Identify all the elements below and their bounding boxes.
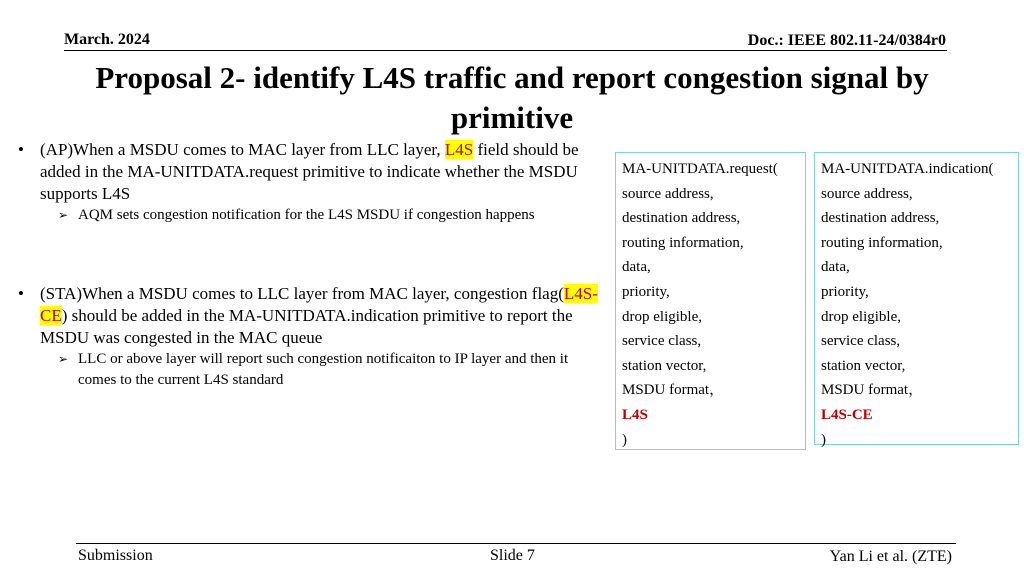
request-line: routing information, [622, 234, 744, 251]
bullet-sta-highlight: L4S-CE [40, 284, 598, 325]
indication-line: source address, [821, 185, 913, 202]
request-primitive-box [615, 152, 806, 450]
request-line: MSDU format， [622, 382, 725, 399]
request-new-field: L4S [622, 406, 648, 423]
indication-close: ) [821, 431, 826, 448]
arrow-bullet-icon: ➢ [58, 208, 69, 222]
indication-line: MA-UNITDATA.indication( [821, 161, 994, 177]
slide-title: Proposal 2- identify L4S traffic and report congestion signal by primitive [95, 60, 929, 135]
indication-line: routing information, [821, 234, 943, 251]
indication-new-field: L4S-CE [821, 406, 873, 423]
header-date: March. 2024 [64, 31, 150, 48]
bullet-ap-highlight: L4S [444, 140, 474, 159]
request-line: destination address, [622, 210, 741, 227]
sub-bullet-sta [18, 349, 598, 391]
indication-line: data, [821, 259, 850, 276]
bullet-ap-text-post: field should be added in the MA-UNITDATA.request primitive to indicate whether the MSDU supports L4S [40, 140, 579, 203]
footer-rule [76, 543, 956, 544]
request-close: ) [622, 431, 627, 448]
sub-bullet-ap-text: AQM sets congestion notification for the L4S MSDU if congestion happens [78, 207, 535, 223]
request-line: service class, [622, 333, 702, 350]
request-line: source address, [622, 185, 714, 202]
indication-line: destination address, [821, 210, 940, 227]
bullet-sta [18, 283, 598, 349]
indication-primitive-box [814, 152, 1019, 448]
bullet-dot-icon: • [18, 284, 24, 303]
bullet-list [18, 139, 598, 391]
bullet-sta-text-post: ) should be added in the MA-UNITDATA.indication primitive to report the MSDU was congested in the MAC queue [40, 306, 573, 347]
footer-submission: Submission [78, 547, 153, 564]
header-rule [64, 50, 947, 51]
request-line: MA-UNITDATA.request( [622, 161, 778, 177]
arrow-bullet-icon: ➢ [58, 352, 69, 366]
bullet-ap-text-pre: (AP)When a MSDU comes to MAC layer from LLC layer, [40, 140, 445, 159]
request-line: station vector, [622, 357, 707, 374]
sub-bullet-ap [18, 205, 598, 226]
sub-bullet-sta-text: LLC or above layer will report such congestion notificaiton to IP layer and then it comes to the current L4S standard [78, 351, 569, 388]
request-line: priority, [622, 283, 670, 300]
request-line: drop eligible, [622, 308, 702, 325]
indication-line: service class, [821, 333, 901, 350]
indication-line: drop eligible, [821, 308, 901, 325]
footer-authors: Yan Li et al. (ZTE) [829, 548, 952, 565]
bullet-ap [18, 139, 598, 205]
request-line: data, [622, 259, 651, 276]
header-doc-id: Doc.: IEEE 802.11-24/0384r0 [747, 32, 946, 49]
indication-line: station vector, [821, 357, 906, 374]
bullet-dot-icon: • [18, 140, 24, 159]
indication-line: MSDU format， [821, 382, 924, 399]
footer-slide-number: Slide 7 [490, 547, 535, 564]
bullet-sta-text-pre: (STA)When a MSDU comes to LLC layer from MAC layer, congestion flag( [40, 284, 564, 303]
indication-line: priority, [821, 283, 869, 300]
